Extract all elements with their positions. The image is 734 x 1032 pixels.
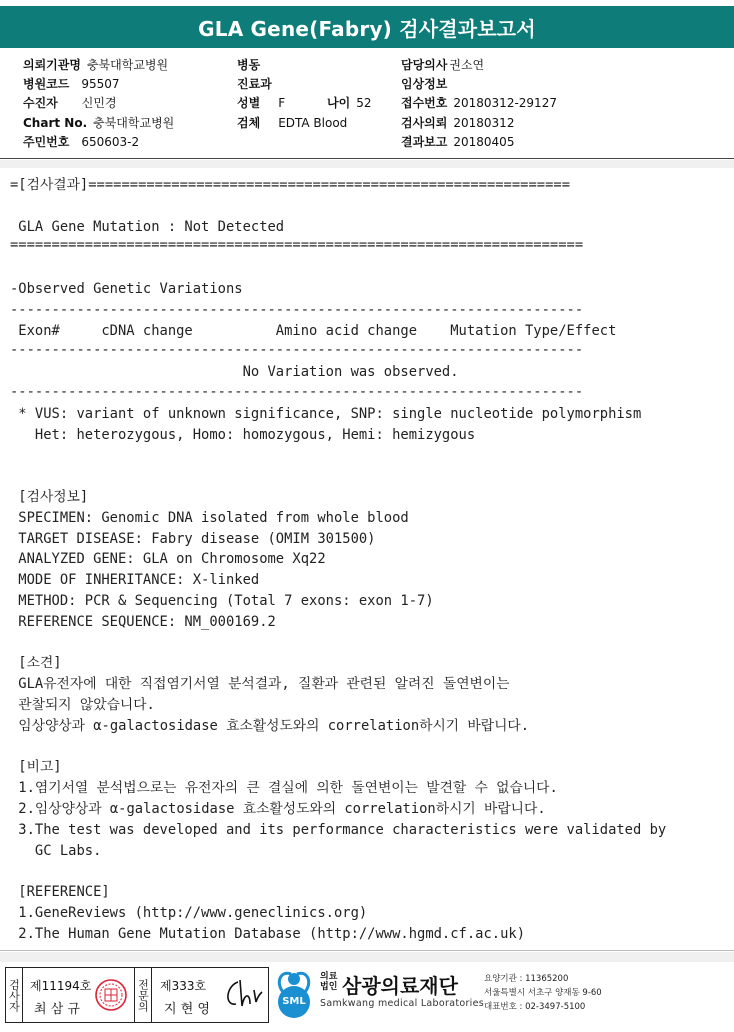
- patient-value: 신민경: [81, 96, 117, 110]
- institution-value: 충북대학교병원: [86, 58, 169, 72]
- examiner-seal-icon: [94, 978, 128, 1012]
- header-band: [0, 160, 734, 168]
- age-row: [327, 94, 371, 111]
- request-date-row: [401, 114, 514, 131]
- observed-variations-title: -Observed Genetic Variations: [10, 281, 243, 297]
- specimen-row: [237, 114, 347, 131]
- org-english-name: Samkwang medical Laboratories: [320, 998, 485, 1009]
- request-date-label: 검사의뢰: [401, 116, 448, 130]
- het-note: Het: heterozygous, Homo: homozygous, Hemi: hemizygous: [10, 427, 476, 443]
- department-label: 진료과: [237, 77, 272, 91]
- request-date-value: 20180312: [453, 116, 515, 130]
- remark-line-3b: GC Labs.: [10, 843, 102, 859]
- method-line: METHOD: PCR & Sequencing (Total 7 exons: exon 1-7): [10, 593, 434, 609]
- reference-title: [REFERENCE]: [10, 884, 110, 900]
- ward-label: 병동: [237, 58, 261, 72]
- resident-no-label: 주민번호: [23, 135, 70, 149]
- opinion-line-3: 임상양상과 α-galactosidase 효소활성도와의 correlation하시기 바랍니다.: [10, 718, 530, 734]
- sex-row: [237, 94, 285, 111]
- doctor-value: 권소연: [449, 58, 485, 72]
- footer-divider: [0, 950, 734, 951]
- clinical-info-row: [401, 75, 453, 92]
- mutation-result-line: GLA Gene Mutation : Not Detected: [10, 219, 285, 235]
- specimen-line: SPECIMEN: Genomic DNA isolated from whole blood: [10, 510, 409, 526]
- header-divider: [0, 158, 734, 159]
- logo-text: SML: [282, 996, 306, 1007]
- double-rule: =====================================================================: [10, 237, 584, 253]
- sml-logo: [271, 968, 317, 1026]
- dash-rule-1: ---------------------------------------------------------------------: [10, 302, 584, 318]
- clinical-info-label: 임상정보: [401, 77, 448, 91]
- patient-label: 수진자: [23, 96, 58, 110]
- chart-no-row: [23, 114, 174, 131]
- receipt-no-row: [401, 94, 557, 111]
- sex-label: 성별: [237, 96, 261, 110]
- hospital-code-value: 95507: [81, 77, 120, 91]
- vus-note: * VUS: variant of unknown significance, SNP: single nucleotide polymorphism: [10, 406, 642, 422]
- analyzed-gene-line: ANALYZED GENE: GLA on Chromosome Xq22: [10, 551, 326, 567]
- footer-band: [0, 952, 734, 962]
- inheritance-line: MODE OF INHERITANCE: X-linked: [10, 572, 260, 588]
- reference-sequence-line: REFERENCE SEQUENCE: NM_000169.2: [10, 614, 276, 630]
- sml-logo-icon: [271, 968, 317, 1022]
- institution-label: 의뢰기관명: [23, 58, 81, 72]
- remark-line-2: 2.임상양상과 α-galactosidase 효소활성도와의 correlation하시기 바랍니다.: [10, 801, 546, 817]
- hospital-code-label: 병원코드: [23, 77, 70, 91]
- target-disease-line: TARGET DISEASE: Fabry disease (OMIM 301500): [10, 531, 376, 547]
- patient-info-block: [0, 52, 734, 158]
- no-variation-line: No Variation was observed.: [10, 364, 459, 380]
- remark-line-3: 3.The test was developed and its performance characteristics were validated by: [10, 822, 667, 838]
- dash-rule-2: ---------------------------------------------------------------------: [10, 342, 584, 358]
- opinion-line-1: GLA유전자에 대한 직접염기서열 분석결과, 질환과 관련된 알려진 돌연변이는: [10, 676, 510, 692]
- org-address: 서울특별시 서초구 양재동 9-60: [484, 988, 602, 998]
- institution-code: 요양기관 : 11365200: [484, 974, 569, 984]
- hospital-code-row: [23, 75, 120, 92]
- test-info-title: [검사정보]: [10, 489, 89, 505]
- report-date-value: 20180405: [453, 135, 515, 149]
- org-name: 삼광의료재단: [342, 974, 458, 998]
- specialist-signature-icon: [220, 976, 264, 1014]
- examiner-label: 검사자: [6, 968, 23, 1022]
- patient-row: [23, 94, 117, 111]
- report-date-row: [401, 133, 514, 150]
- institution-row: [23, 56, 168, 73]
- receipt-no-label: 접수번호: [401, 96, 448, 110]
- doctor-row: [401, 56, 484, 73]
- age-value: 52: [356, 96, 372, 110]
- sex-value: F: [278, 96, 286, 110]
- variation-table-header: Exon# cDNA change Amino acid change Mutation Type/Effect: [10, 323, 617, 339]
- specialist-label: 전문의: [135, 968, 152, 1022]
- doctor-label: 담당의사: [401, 58, 448, 72]
- report-date-label: 결과보고: [401, 135, 448, 149]
- report-title: GLA Gene(Fabry) 검사결과보고서: [0, 6, 734, 48]
- examiner-license: 제11194호: [30, 979, 92, 993]
- org-phone: 대표번호 : 02-3497-5100: [484, 1002, 586, 1012]
- resident-no-value: 650603-2: [81, 135, 140, 149]
- ward-row: [237, 56, 266, 73]
- specialist-license: 제333호: [160, 979, 207, 993]
- remarks-title: [비고]: [10, 759, 62, 775]
- org-prefix: 의료 법인: [320, 972, 338, 992]
- chart-no-label: Chart No.: [23, 116, 88, 130]
- specimen-value: EDTA Blood: [278, 116, 348, 130]
- remark-line-1: 1.염기서열 분석법으로는 유전자의 큰 결실에 의한 돌연변이는 발견할 수 없습니다.: [10, 780, 558, 796]
- specialist-name: 지 현 영: [164, 1002, 210, 1017]
- department-row: [237, 75, 278, 92]
- resident-no-row: [23, 133, 139, 150]
- specimen-label: 검체: [237, 116, 261, 130]
- opinion-line-2: 관찰되지 않았습니다.: [10, 697, 155, 713]
- examiner-name: 최 삼 규: [34, 1002, 80, 1017]
- reference-line-2: 2.The Human Gene Mutation Database (http://www.hgmd.cf.ac.uk): [10, 926, 525, 942]
- reference-line-1: 1.GeneReviews (http://www.geneclinics.org): [10, 905, 368, 921]
- org-contact: [484, 972, 602, 1014]
- signature-box: [5, 967, 269, 1023]
- result-header-line: =[검사결과]==========================================================: [10, 177, 571, 193]
- dash-rule-3: ---------------------------------------------------------------------: [10, 384, 584, 400]
- age-label: 나이: [327, 96, 351, 110]
- chart-no-value: 충북대학교병원: [93, 116, 175, 130]
- opinion-title: [소견]: [10, 655, 62, 671]
- report-footer: [0, 964, 734, 1026]
- receipt-no-value: 20180312-29127: [453, 96, 557, 110]
